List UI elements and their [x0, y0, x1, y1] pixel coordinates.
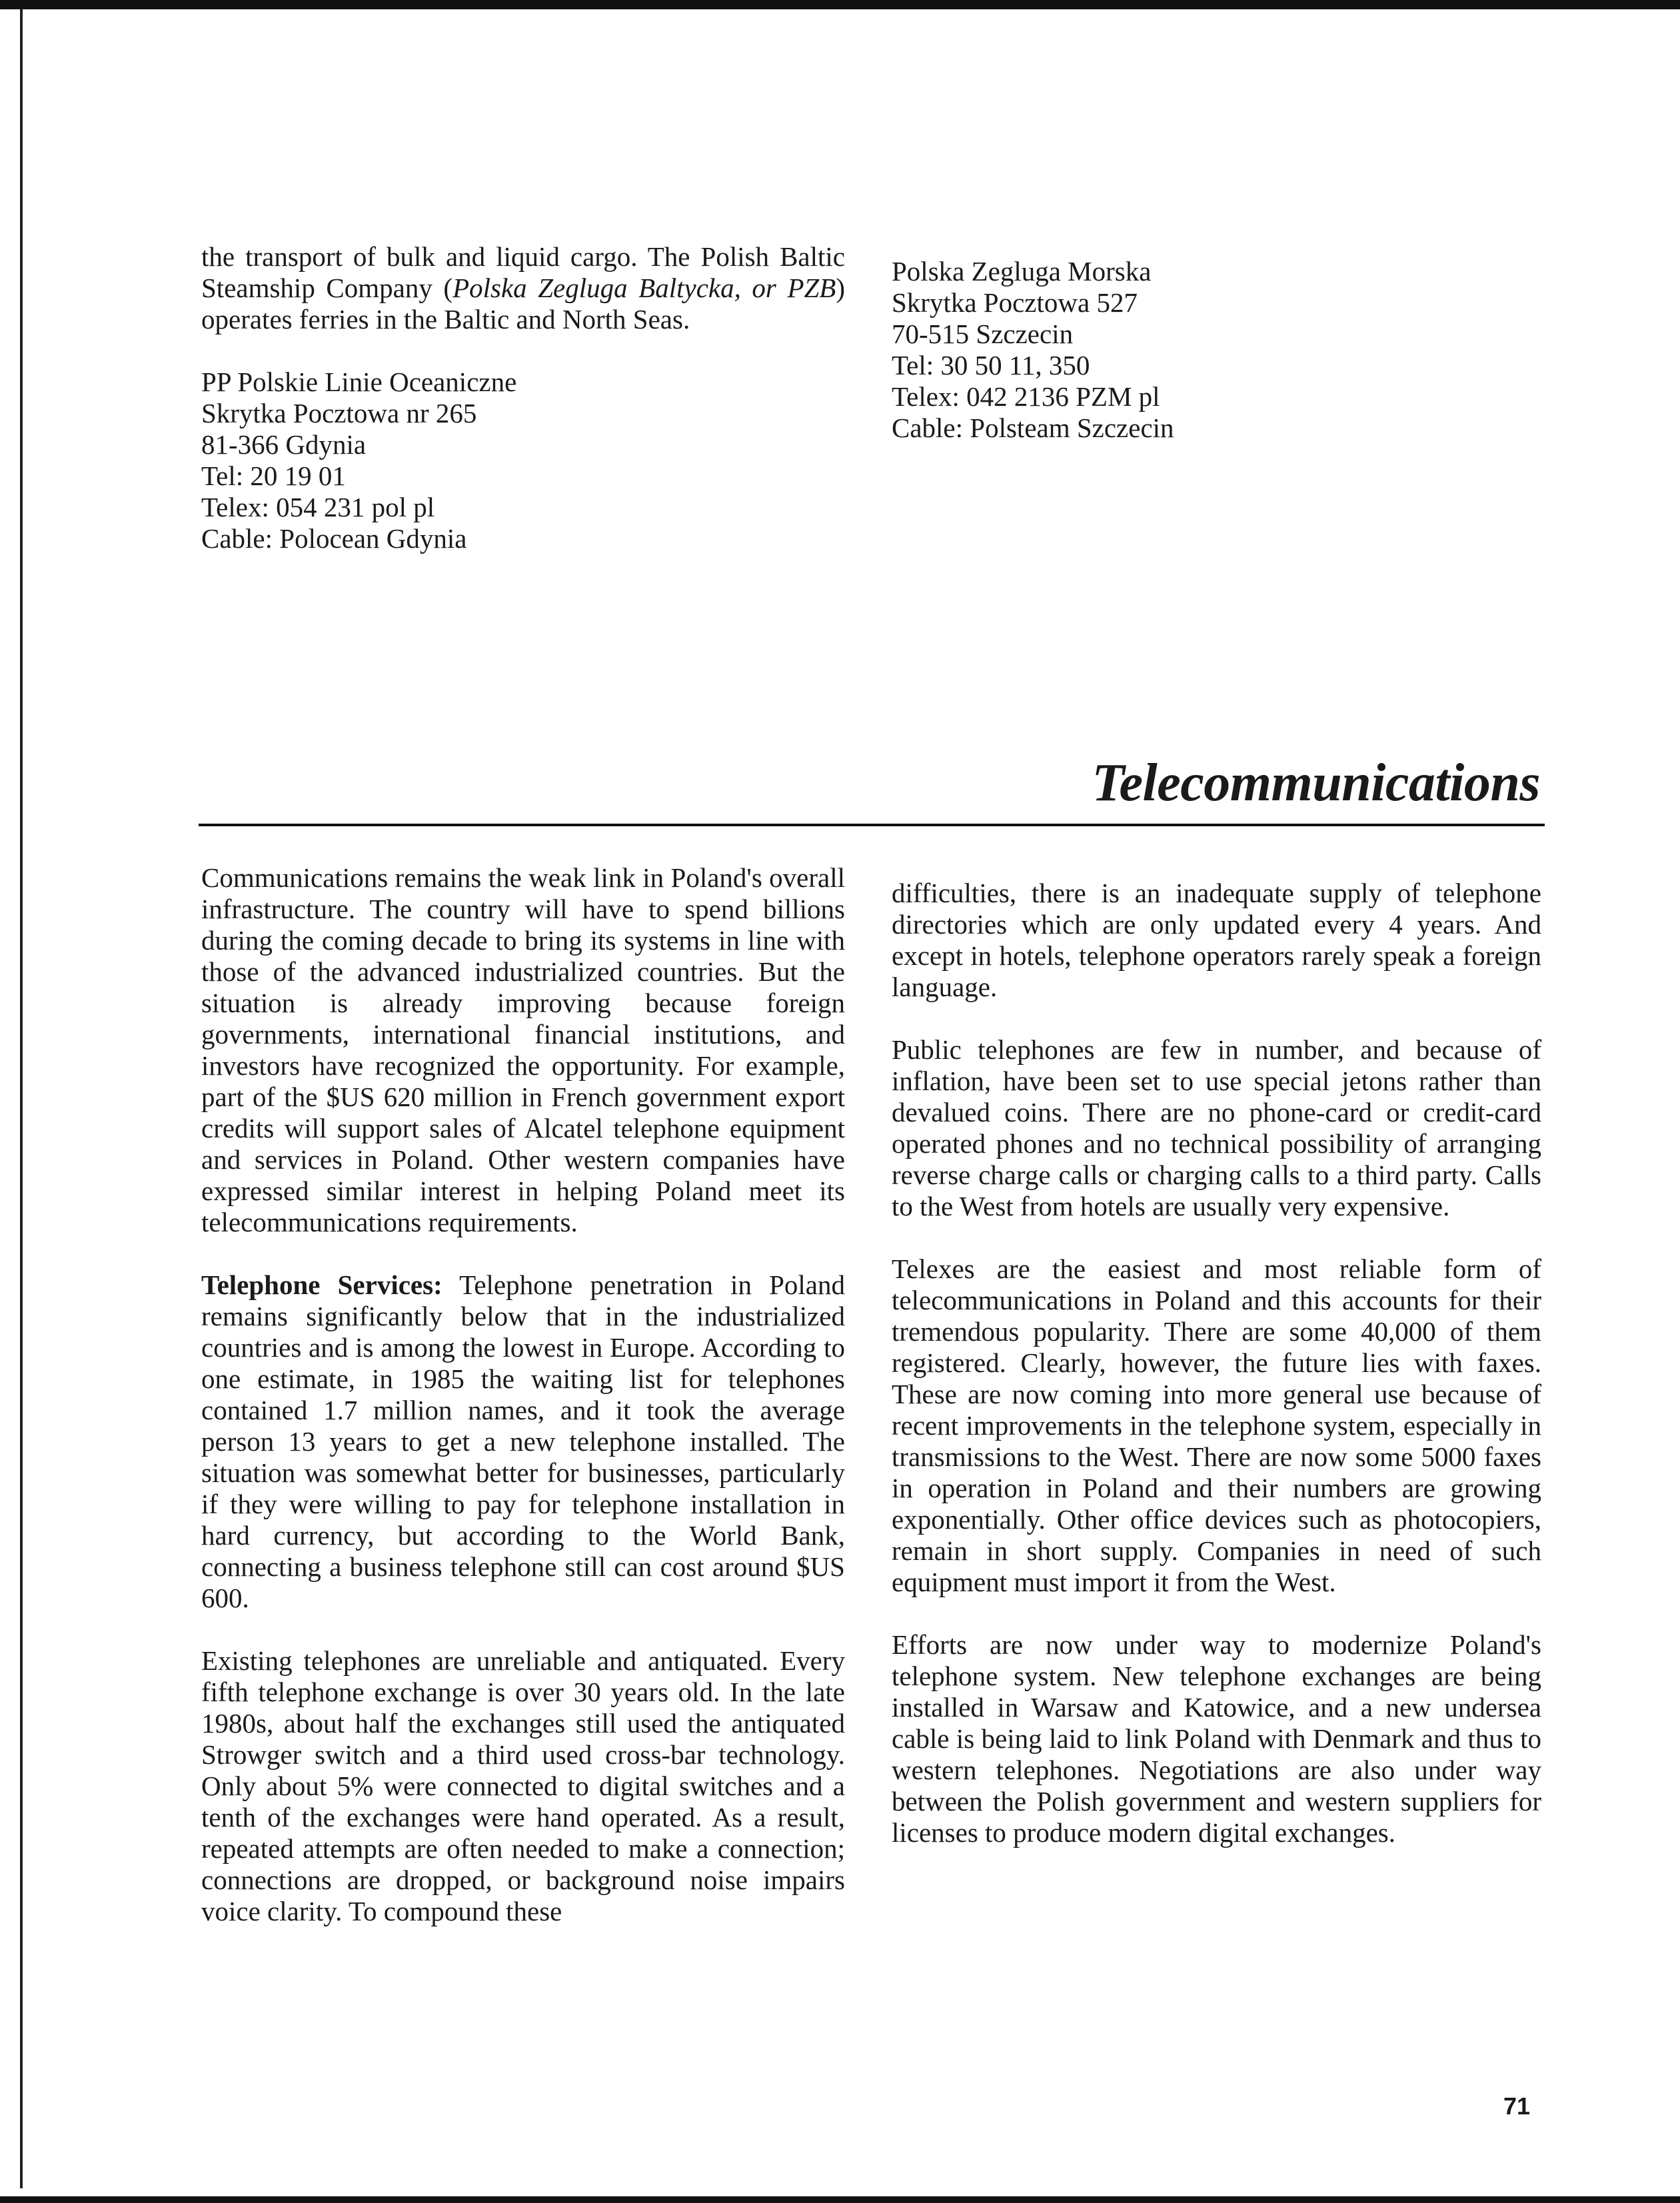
top-left-column — [201, 241, 845, 586]
scan-edge-top — [0, 0, 1680, 9]
address-line: Cable: Polsteam Szczecin — [892, 412, 1174, 443]
address-line: Telex: 042 2136 PZM pl — [892, 381, 1160, 412]
scan-edge-left — [20, 9, 23, 2188]
top-right-column — [892, 256, 1541, 475]
address-line: Skrytka Pocztowa nr 265 — [201, 398, 477, 428]
address-line: 81-366 Gdynia — [201, 429, 367, 460]
section-heading: Telecommunications — [1092, 754, 1540, 812]
address-line: Polska Zegluga Morska — [892, 256, 1152, 287]
address-line: PP Polskie Linie Oceaniczne — [201, 367, 517, 397]
address-block-pp-polskie — [201, 367, 845, 554]
body-paragraph: Communications remains the weak link in Poland's overall infrastructure. The country will have to spend billions during the coming decade to bring its systems in line with those of the advanced industrialized countries. But the situation is already improving because foreign governments, international financial institutions, and investors have recognized the opportunity. For example, part of the $US 620 million in French government export credits will support sales of Alcatel telephone equipment and services in Poland. Other western companies have expressed similar interest in helping Poland meet its telecommunications requirements. — [201, 862, 845, 1237]
address-line: Tel: 20 19 01 — [201, 460, 346, 491]
address-line: Cable: Polocean Gdynia — [201, 523, 467, 554]
body-paragraph: difficulties, there is an inadequate supply of telephone directories which are only updated every 4 years. And except in hotels, telephone operators rarely speak a foreign language. — [892, 878, 1541, 1002]
address-block-polska-zegluga-morska — [892, 256, 1541, 444]
heading-rule — [199, 824, 1545, 826]
address-line: Skrytka Pocztowa 527 — [892, 287, 1138, 318]
body-paragraph: Existing telephones are unreliable and antiquated. Every fifth telephone exchange is over 30 years old. In the late 1980s, about half the exchanges still used the antiquated Strowger switch and a third used cross-bar technology. Only about 5% were connected to digital switches and a tenth of the exchanges were hand operated. As a result, repeated attempts are often needed to make a connection; connections are dropped, or background noise impairs voice clarity. To compound these — [201, 1645, 845, 1926]
body-paragraph: Efforts are now under way to modernize Poland's telephone system. New telephone exchanges are being installed in Warsaw and Katowice, and a new undersea cable is being laid to link Poland with Denmark and thus to western telephones. Negotiations are also under way between the Polish government and western suppliers for licenses to produce modern digital exchanges. — [892, 1629, 1541, 1848]
intro-paragraph: the transport of bulk and liquid cargo. The Polish Baltic Steamship Company (Polska Zegluga Baltycka, or PZB) operates ferries in the Baltic and North Seas. — [201, 241, 845, 335]
address-line: Telex: 054 231 pol pl — [201, 492, 435, 522]
body-left-column — [201, 862, 845, 1958]
page-number: 71 — [1503, 2092, 1531, 2120]
address-line: 70-515 Szczecin — [892, 319, 1074, 349]
address-line: Tel: 30 50 11, 350 — [892, 350, 1090, 380]
run-in-heading: Telephone Services: — [201, 1269, 442, 1300]
body-right-column — [892, 878, 1541, 1880]
scan-edge-bottom — [0, 2196, 1680, 2203]
company-italic-name: Polska Zegluga Baltycka, or PZB — [452, 273, 836, 303]
body-paragraph-telephone-services: Telephone Services: Telephone penetration in Poland remains significantly below that in the industrialized countries and is among the lowest in Europe. According to one estimate, in 1985 the waiting list for telephones contained 1.7 million names, and it took the average person 13 years to get a new telephone installed. The situation was somewhat better for businesses, particularly if they were willing to pay for telephone installation in hard currency, but according to the World Bank, connecting a business telephone still can cost around $US 600. — [201, 1269, 845, 1613]
body-paragraph: Public telephones are few in number, and because of inflation, have been set to use special jetons rather than devalued coins. There are no phone-card or credit-card operated phones and no technical possibility of arranging reverse charge calls or charging calls to a third party. Calls to the West from hotels are usually very expensive. — [892, 1034, 1541, 1221]
body-paragraph: Telexes are the easiest and most reliable form of telecommunications in Poland and this accounts for their tremendous popularity. There are some 40,000 of them registered. Clearly, however, the future lies with faxes. These are now coming into more general use because of recent improvements in the telephone system, especially in transmissions to the West. There are now some 5000 faxes in operation in Poland and their numbers are growing exponentially. Other office devices such as photocopiers, remain in short supply. Companies in need of such equipment must import it from the West. — [892, 1253, 1541, 1597]
